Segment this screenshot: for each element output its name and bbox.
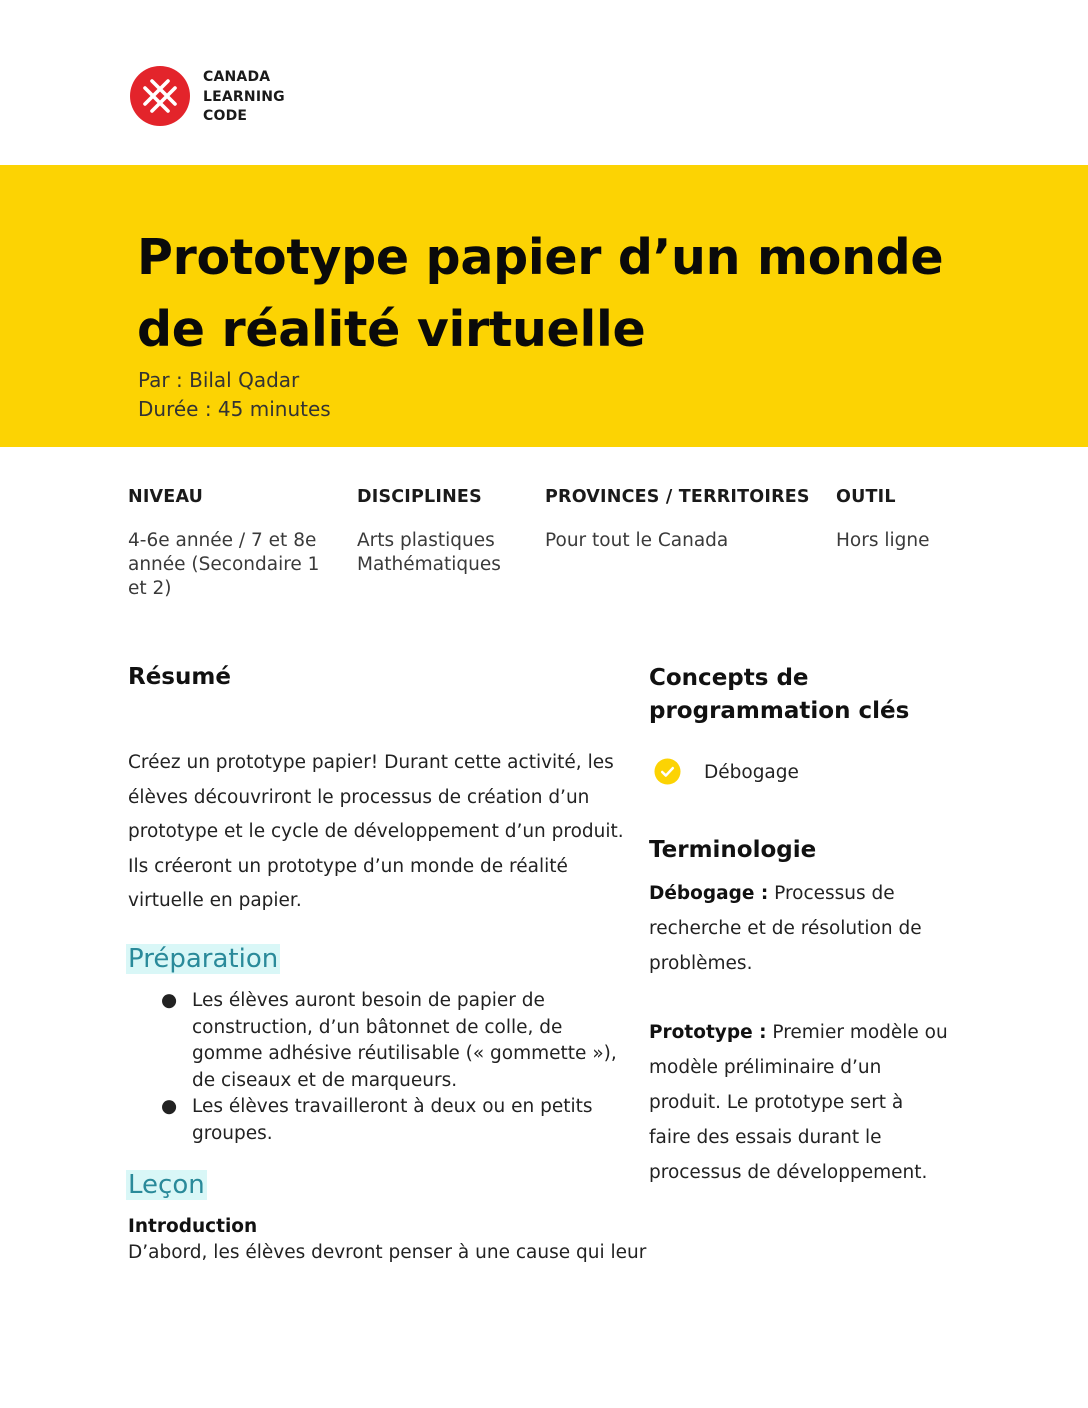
terminologie-heading: Terminologie — [649, 837, 817, 863]
page-title: Prototype papier d’un monde de réalité virtuelle — [137, 229, 944, 358]
term-prototype-definition: Premier modèle ou modèle préliminaire d’un produit. Le prototype sert à faire des essais durant le processus de développement. — [649, 1022, 948, 1183]
term-prototype — [649, 1015, 949, 1190]
term-debogage — [649, 876, 949, 981]
niveau-label: NIVEAU — [128, 487, 204, 507]
preparation-list — [128, 988, 638, 1147]
author: Par : Bilal Qadar — [138, 368, 300, 392]
logo-line-1: CANADA — [203, 69, 271, 85]
resume-text: Créez un prototype papier! Durant cette activité, les élèves découvriront le processus de création d’un prototype et le cycle de développement d’un produit. Ils créeront un prototype d’un monde de réalité virtuelle en papier. — [128, 752, 624, 911]
discipline-1: Arts plastiques — [357, 530, 495, 551]
lesson-meta — [138, 366, 331, 424]
term-debogage-definition: Processus de recherche et de résolution de problèmes. — [649, 883, 922, 974]
check-circle-icon — [654, 758, 681, 785]
niveau-value: 4-6e année / 7 et 8e année (Secondaire 1 et 2) — [128, 530, 320, 599]
outil-label: OUTIL — [836, 487, 896, 507]
resume-heading: Résumé — [128, 664, 231, 690]
bullet-icon: ● — [161, 990, 178, 1011]
list-item — [128, 988, 638, 1094]
term-debogage-label: Débogage : — [649, 883, 769, 904]
disciplines-value — [357, 529, 501, 577]
term-prototype-label: Prototype : — [649, 1022, 767, 1043]
outil-value: Hors ligne — [836, 530, 930, 551]
disciplines-label: DISCIPLINES — [357, 487, 482, 507]
preparation-heading: Préparation — [128, 944, 279, 974]
concepts-heading: Concepts de programmation clés — [649, 665, 910, 724]
introduction-heading: Introduction — [128, 1216, 258, 1237]
list-item-text: Les élèves travailleront à deux ou en petits groupes. — [192, 1096, 593, 1144]
list-item — [128, 1094, 638, 1147]
canada-learning-code-logo — [130, 66, 190, 126]
duration: Durée : 45 minutes — [138, 397, 331, 421]
preparation-heading-wrap — [126, 942, 280, 976]
concept-item-debogage: Débogage — [704, 762, 799, 783]
lecon-heading-wrap — [126, 1168, 207, 1202]
bullet-icon: ● — [161, 1096, 178, 1117]
discipline-2: Mathématiques — [357, 554, 501, 575]
logo-line-2: LEARNING — [203, 88, 285, 105]
logo-wordmark — [203, 68, 285, 127]
provinces-label: PROVINCES / TERRITOIRES — [545, 487, 810, 507]
introduction-text: D’abord, les élèves devront penser à une cause qui leur — [128, 1242, 647, 1263]
logo-line-3: CODE — [203, 108, 248, 124]
lecon-heading: Leçon — [128, 1170, 205, 1200]
provinces-value: Pour tout le Canada — [545, 530, 729, 551]
list-item-text: Les élèves auront besoin de papier de construction, d’un bâtonnet de colle, de gomme adhésive réutilisable (« gommette »), de ciseaux et de marqueurs. — [192, 990, 617, 1091]
